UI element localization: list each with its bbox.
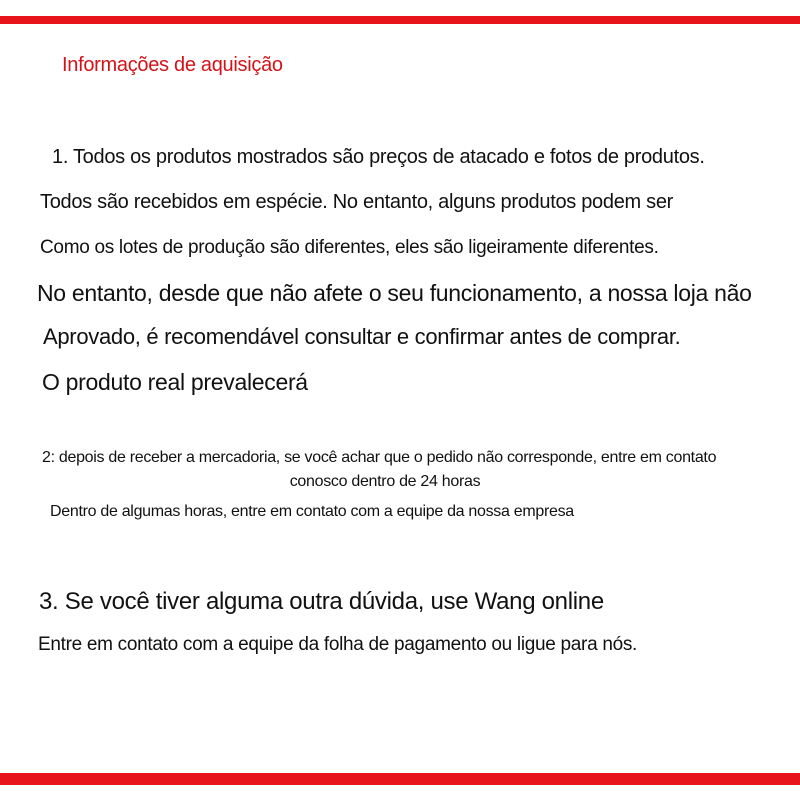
section-3-line-2: Entre em contato com a equipe da folha de pagamento ou ligue para nós. (38, 634, 638, 655)
section-1-line-5: Aprovado, é recomendável consultar e confirmar antes de comprar. (43, 324, 681, 349)
section-2-line-3: Dentro de algumas horas, entre em contato com a equipe da nossa empresa (50, 503, 574, 520)
section-1-line-4: No entanto, desde que não afete o seu funcionamento, a nossa loja não (37, 280, 752, 306)
section-3-heading: 3. Se você tiver alguma outra dúvida, use Wang online (39, 588, 604, 615)
page-title: Informações de aquisição (62, 54, 283, 76)
section-2-line-1: 2: depois de receber a mercadoria, se você achar que o pedido não corresponde, entre em contato (42, 449, 717, 466)
section-1-line-1: 1. Todos os produtos mostrados são preços de atacado e fotos de produtos. (52, 146, 705, 168)
section-1-line-3: Como os lotes de produção são diferentes, eles são ligeiramente diferentes. (40, 237, 659, 258)
section-1-line-6: O produto real prevalecerá (42, 369, 308, 395)
bottom-red-bar (0, 773, 800, 785)
top-red-bar (0, 16, 800, 24)
section-2-line-2: conosco dentro de 24 horas (289, 473, 481, 490)
section-1-line-2: Todos são recebidos em espécie. No entanto, alguns produtos podem ser (40, 191, 674, 213)
